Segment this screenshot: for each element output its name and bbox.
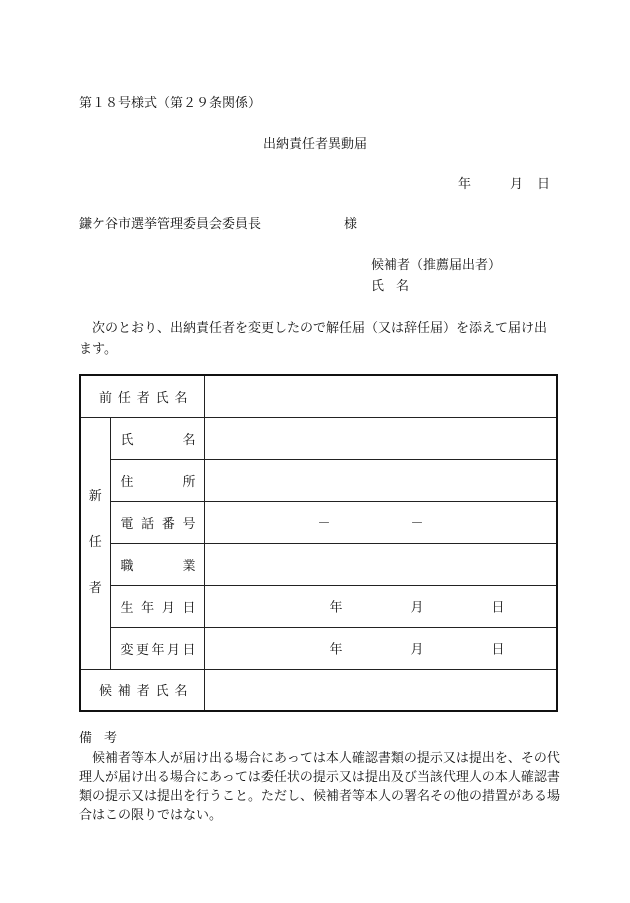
birth-day-unit: 日 (491, 600, 505, 616)
date-line (458, 177, 550, 193)
new-group-char-1: 新 (88, 489, 102, 504)
remarks-text: 候補者等本人が届け出る場合にあっては本人確認書類の提示又は提出を、その代理人が届け出る場合にあっては委任状の提示又は提出及び当該代理人の本人確認書類の提示又は提出を行うこと。ただし、候補者等本人の署名その他の措置がある場合はこの限りではない。 (79, 751, 561, 823)
birth-year-unit: 年 (329, 600, 343, 616)
change-date-row-label: 変更年月日 (110, 627, 204, 669)
occupation-field[interactable] (204, 543, 557, 585)
name-field[interactable] (204, 417, 557, 459)
phone-field[interactable] (204, 501, 557, 543)
address-row-label: 住所 (110, 459, 204, 501)
submitter-name-label: 氏名 (371, 279, 422, 294)
change-month-unit: 月 (410, 642, 424, 658)
phone-row-label: 電話番号 (110, 501, 204, 543)
phone-separator-2: － (410, 516, 424, 532)
change-day-unit: 日 (491, 642, 505, 658)
form-number: 第１８号様式（第２９条関係） (79, 96, 262, 111)
new-treasurer-group-label (80, 417, 110, 669)
new-group-char-2: 任 (88, 535, 102, 550)
document-title: 出納責任者異動届 (262, 137, 367, 152)
date-day-unit: 日 (537, 177, 551, 192)
previous-treasurer-field[interactable] (204, 375, 557, 417)
statement-text: 次のとおり、出納責任者を変更したので解任届（又は辞任届）を添えて届け出ます。 (79, 321, 548, 357)
birth-month-unit: 月 (410, 600, 424, 616)
date-month-unit: 月 (510, 177, 524, 192)
addressee: 鎌ケ谷市選挙管理委員会委員長 (79, 217, 262, 232)
submitter-role: 候補者（推薦届出者） (371, 258, 502, 273)
birth-date-row-label: 生年月日 (110, 585, 204, 627)
address-field[interactable] (204, 459, 557, 501)
phone-separator-1: － (317, 516, 331, 532)
candidate-name-field[interactable] (204, 669, 557, 711)
occupation-row-label: 職業 (110, 543, 204, 585)
date-year-unit: 年 (458, 177, 472, 192)
honorific: 様 (344, 217, 358, 232)
form-table (79, 374, 558, 712)
candidate-name-label: 候補者氏名 (80, 669, 204, 711)
new-group-char-3: 者 (88, 581, 102, 596)
change-date-field[interactable] (204, 627, 557, 669)
name-row-label: 氏名 (110, 417, 204, 459)
previous-treasurer-label: 前任者氏名 (80, 375, 204, 417)
remarks-title: 備考 (79, 731, 130, 746)
change-year-unit: 年 (329, 642, 343, 658)
birth-date-field[interactable] (204, 585, 557, 627)
